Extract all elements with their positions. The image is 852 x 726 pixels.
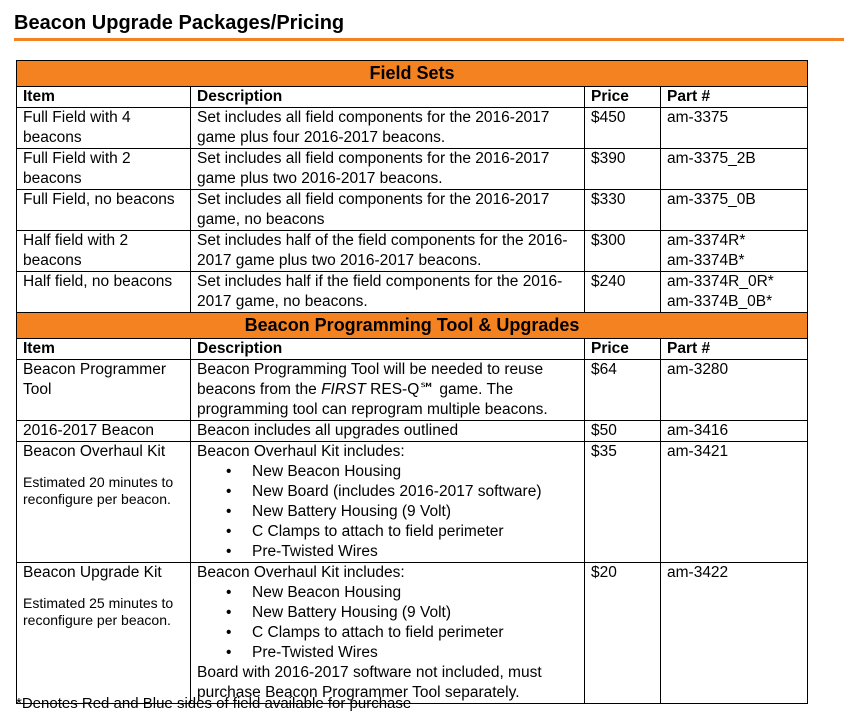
cell-description: Set includes all field components for the 2016-2017 game plus four 2016-2017 beacons.	[191, 108, 585, 149]
cell-item: Full Field, no beacons	[17, 190, 191, 231]
col-header-item: Item	[17, 87, 191, 108]
cell-description	[191, 442, 585, 563]
cell-description: Set includes all field components for the 2016-2017 game, no beacons	[191, 190, 585, 231]
cell-description: Set includes half of the field components for the 2016-2017 game plus two 2016-2017 beacons.	[191, 231, 585, 272]
cell-price: $35	[585, 442, 661, 563]
table-row	[17, 421, 808, 442]
footnote: *Denotes Red and Blue sides of field available for purchase	[16, 695, 412, 712]
cell-item: Full Field with 2 beacons	[17, 149, 191, 190]
list-item: • Pre-Twisted Wires	[252, 542, 580, 562]
table-row	[17, 231, 808, 272]
cell-part: am-3421	[661, 442, 808, 563]
list-item: • C Clamps to attach to field perimeter	[252, 623, 580, 643]
col-header-part: Part #	[661, 339, 808, 360]
cell-item	[17, 563, 191, 704]
list-item: • New Beacon Housing	[252, 462, 580, 482]
table-row	[17, 442, 808, 563]
cell-description: Set includes half if the field components for the 2016-2017 game, no beacons.	[191, 272, 585, 313]
cell-item: Half field with 2 beacons	[17, 231, 191, 272]
col-header-price: Price	[585, 87, 661, 108]
col-header-description: Description	[191, 87, 585, 108]
cell-item: Half field, no beacons	[17, 272, 191, 313]
cell-price: $300	[585, 231, 661, 272]
cell-price: $330	[585, 190, 661, 231]
part-number: am-3374B*	[667, 252, 745, 269]
page-title: Beacon Upgrade Packages/Pricing	[14, 12, 345, 34]
cell-item: Full Field with 4 beacons	[17, 108, 191, 149]
section-title: Beacon Programming Tool & Upgrades	[17, 313, 808, 339]
cell-item	[17, 442, 191, 563]
part-number: am-3374R_0R*	[667, 273, 774, 290]
item-note: Estimated 20 minutes to reconfigure per beacon.	[23, 474, 174, 507]
part-number: am-3374R*	[667, 232, 746, 249]
cell-item: Beacon Programmer Tool	[17, 360, 191, 421]
item-note: Estimated 25 minutes to reconfigure per beacon.	[23, 595, 174, 628]
list-item: • New Battery Housing (9 Volt)	[252, 502, 580, 522]
table-row	[17, 190, 808, 231]
list-item: • New Beacon Housing	[252, 583, 580, 603]
pricing-table	[16, 60, 808, 704]
cell-price: $240	[585, 272, 661, 313]
column-header-row	[17, 339, 808, 360]
table-row	[17, 272, 808, 313]
cell-description: Beacon includes all upgrades outlined	[191, 421, 585, 442]
list-item: • New Battery Housing (9 Volt)	[252, 603, 580, 623]
part-number: am-3374B_0B*	[667, 293, 773, 310]
list-item: • Pre-Twisted Wires	[252, 643, 580, 663]
col-header-part: Part #	[661, 87, 808, 108]
cell-part: am-3416	[661, 421, 808, 442]
cell-part	[661, 231, 808, 272]
list-item: • New Board (includes 2016-2017 software)	[252, 482, 580, 502]
part-number: am-3375_2B	[667, 150, 756, 167]
cell-description	[191, 563, 585, 704]
cell-description	[191, 360, 585, 421]
table-row	[17, 108, 808, 149]
part-number: am-3375	[667, 109, 729, 126]
desc-intro: Beacon Overhaul Kit includes:	[197, 564, 405, 581]
cell-description: Set includes all field components for the 2016-2017 game plus two 2016-2017 beacons.	[191, 149, 585, 190]
cell-price: $450	[585, 108, 661, 149]
cell-price: $50	[585, 421, 661, 442]
col-header-price: Price	[585, 339, 661, 360]
cell-part	[661, 149, 808, 190]
table-row	[17, 149, 808, 190]
cell-part: am-3280	[661, 360, 808, 421]
col-header-item: Item	[17, 339, 191, 360]
cell-part	[661, 108, 808, 149]
cell-item: 2016-2017 Beacon	[17, 421, 191, 442]
col-header-description: Description	[191, 339, 585, 360]
title-divider	[14, 38, 844, 41]
section-title: Field Sets	[17, 61, 808, 87]
cell-price: $64	[585, 360, 661, 421]
table-row	[17, 563, 808, 704]
section-header-programming	[17, 313, 808, 339]
column-header-row	[17, 87, 808, 108]
list-item: • C Clamps to attach to field perimeter	[252, 522, 580, 542]
desc-text: Beacon Programming Tool will be needed to reuse beacons from the	[197, 361, 544, 398]
cell-part	[661, 190, 808, 231]
section-header-field-sets	[17, 61, 808, 87]
item-name: Beacon Upgrade Kit	[23, 564, 162, 581]
cell-part: am-3422	[661, 563, 808, 704]
table-row	[17, 360, 808, 421]
cell-price: $390	[585, 149, 661, 190]
cell-price: $20	[585, 563, 661, 704]
item-name: Beacon Overhaul Kit	[23, 443, 166, 460]
part-number: am-3375_0B	[667, 191, 756, 208]
desc-text: RES-Q℠ game. The programming tool can reprogram multiple beacons.	[197, 381, 548, 418]
bullet-list	[197, 462, 580, 562]
bullet-list	[197, 583, 580, 663]
cell-part	[661, 272, 808, 313]
desc-intro: Beacon Overhaul Kit includes:	[197, 443, 405, 460]
desc-emphasis: FIRST	[321, 381, 366, 398]
desc-outro: Board with 2016-2017 software not included, must purchase Beacon Programmer Tool separately.	[197, 664, 542, 701]
